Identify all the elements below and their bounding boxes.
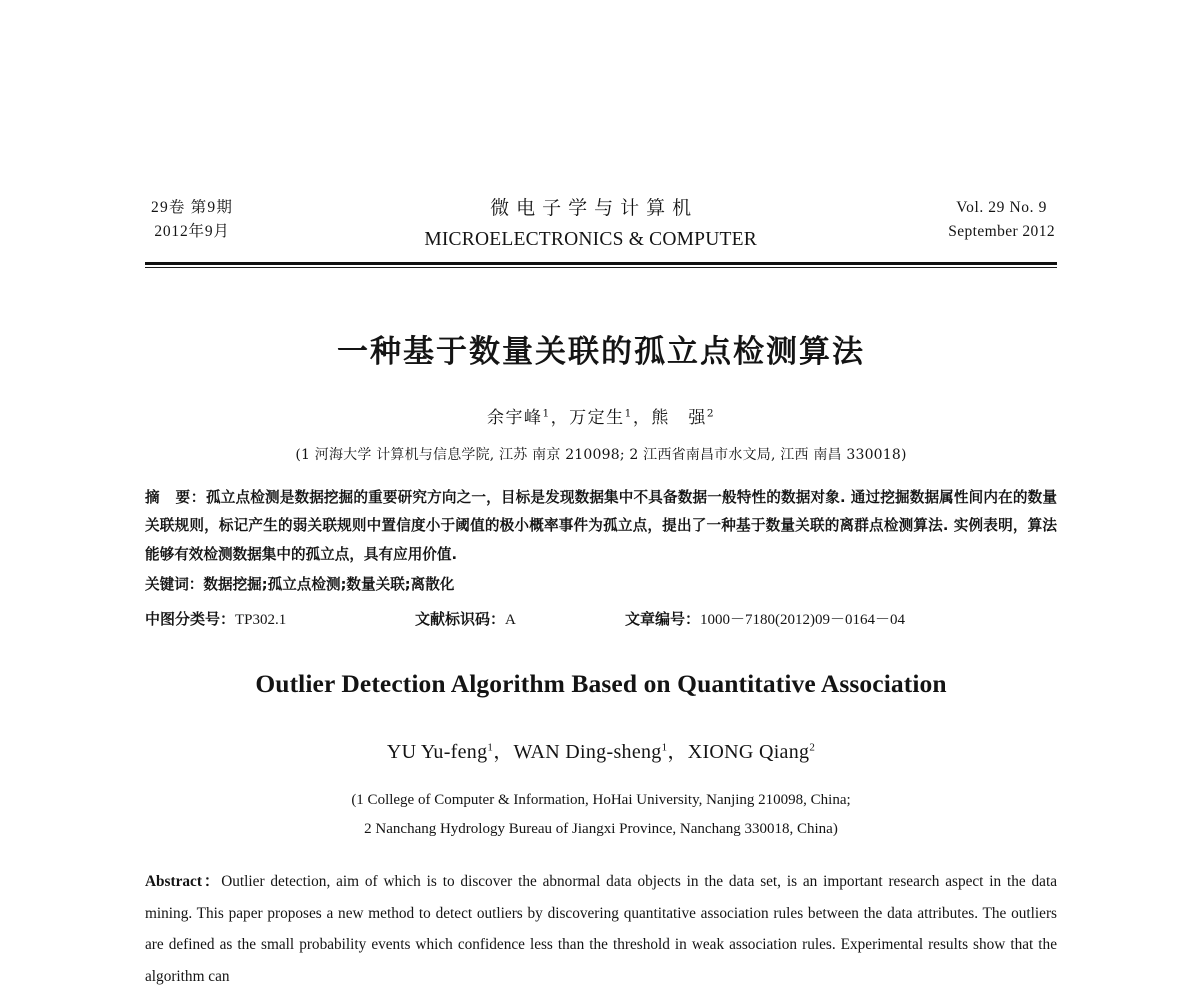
masthead-divider	[145, 262, 1057, 270]
divider-rule-thick	[145, 262, 1057, 265]
masthead-vol-no-en: Vol. 29 No. 9	[956, 199, 1047, 216]
authors-en: YU Yu-feng$^1$，WAN Ding-sheng$^1$，XIONG Qiang$^2$	[386, 740, 816, 763]
masthead-left	[145, 196, 233, 244]
clc-number-label: 中图分类号：	[145, 610, 236, 629]
document-code-label: 文献标识码：	[415, 610, 506, 629]
abstract-en	[145, 866, 1057, 991]
masthead-right	[948, 196, 1057, 244]
article-id	[625, 605, 905, 635]
page-content	[145, 0, 1057, 992]
abstract-cn-label: 摘 要：	[145, 488, 206, 506]
article-title-en: Outlier Detection Algorithm Based on Quantitative Association	[255, 668, 947, 698]
affiliation-en-line2: 2 Nanchang Hydrology Bureau of Jiangxi Province, Nanchang 330018, China)	[364, 821, 838, 838]
abstract-en-label: Abstract：	[145, 873, 222, 891]
clc-number	[145, 605, 415, 635]
masthead-volume-issue: 29卷 第9期	[151, 199, 234, 216]
journal-name-en: MICROELECTRONICS & COMPUTER	[424, 229, 757, 251]
divider-rule-thin	[145, 267, 1057, 268]
document-code	[415, 605, 625, 635]
clc-number-value: TP302.1	[235, 612, 287, 629]
masthead	[145, 0, 1057, 256]
keywords-cn-text: 数据挖掘;孤立点检测;数量关联;离散化	[203, 576, 455, 594]
masthead-date-cn: 2012年9月	[154, 223, 230, 241]
keywords-cn-label: 关键词：	[145, 576, 204, 594]
document-code-value: A	[505, 612, 516, 629]
keywords-cn	[145, 571, 1057, 599]
abstract-cn	[145, 484, 1057, 569]
classification-codes	[145, 605, 1057, 635]
abstract-en-text: Outlier detection, aim of which is to discover the abnormal data objects in the data set, is an important research aspect in the data mining. This paper proposes a new method to detect outliers by discovering quantitative association rules between the data attributes. The outliers are defined as the small probability events which confidence less than the threshold in weak association rules. Experimental results show that the algorithm can	[145, 873, 1057, 985]
article-id-value: 1000－7180(2012)09－0164－04	[700, 612, 906, 629]
affiliation-en	[145, 786, 1057, 845]
journal-name-cn: 微电子学与计算机	[490, 197, 699, 219]
abstract-cn-text: 孤立点检测是数据挖掘的重要研究方向之一，目标是发现数据集中不具备数据一般特性的数据对象. 通过挖掘数据属性间内在的数量关联规则，标记产生的弱关联规则中置信度小于阈值的极小概率事件为孤立点，提出了一种基于数量关联的离群点检测算法. 实例表明，算法能够有效检测数据集中的孤立点，具有应用价值.	[145, 488, 1057, 563]
abstract-en-paragraph	[145, 866, 1057, 991]
authors-cn: 余宇峰$^1$，万定生$^1$，熊 强$^2$	[486, 407, 716, 428]
affiliation-en-line1: (1 College of Computer & Information, HoHai University, Nanjing 210098, China;	[351, 791, 851, 808]
affiliation-cn: (1 河海大学 计算机与信息学院, 江苏 南京 210098; 2 江西省南昌市水文局, 江西 南昌 330018)	[295, 446, 907, 463]
article-title-cn: 一种基于数量关联的孤立点检测算法	[337, 333, 865, 370]
article-id-label: 文章编号：	[625, 610, 701, 629]
abstract-cn-paragraph	[145, 484, 1057, 569]
masthead-journal-name	[233, 194, 948, 256]
masthead-date-en: September 2012	[948, 223, 1055, 241]
